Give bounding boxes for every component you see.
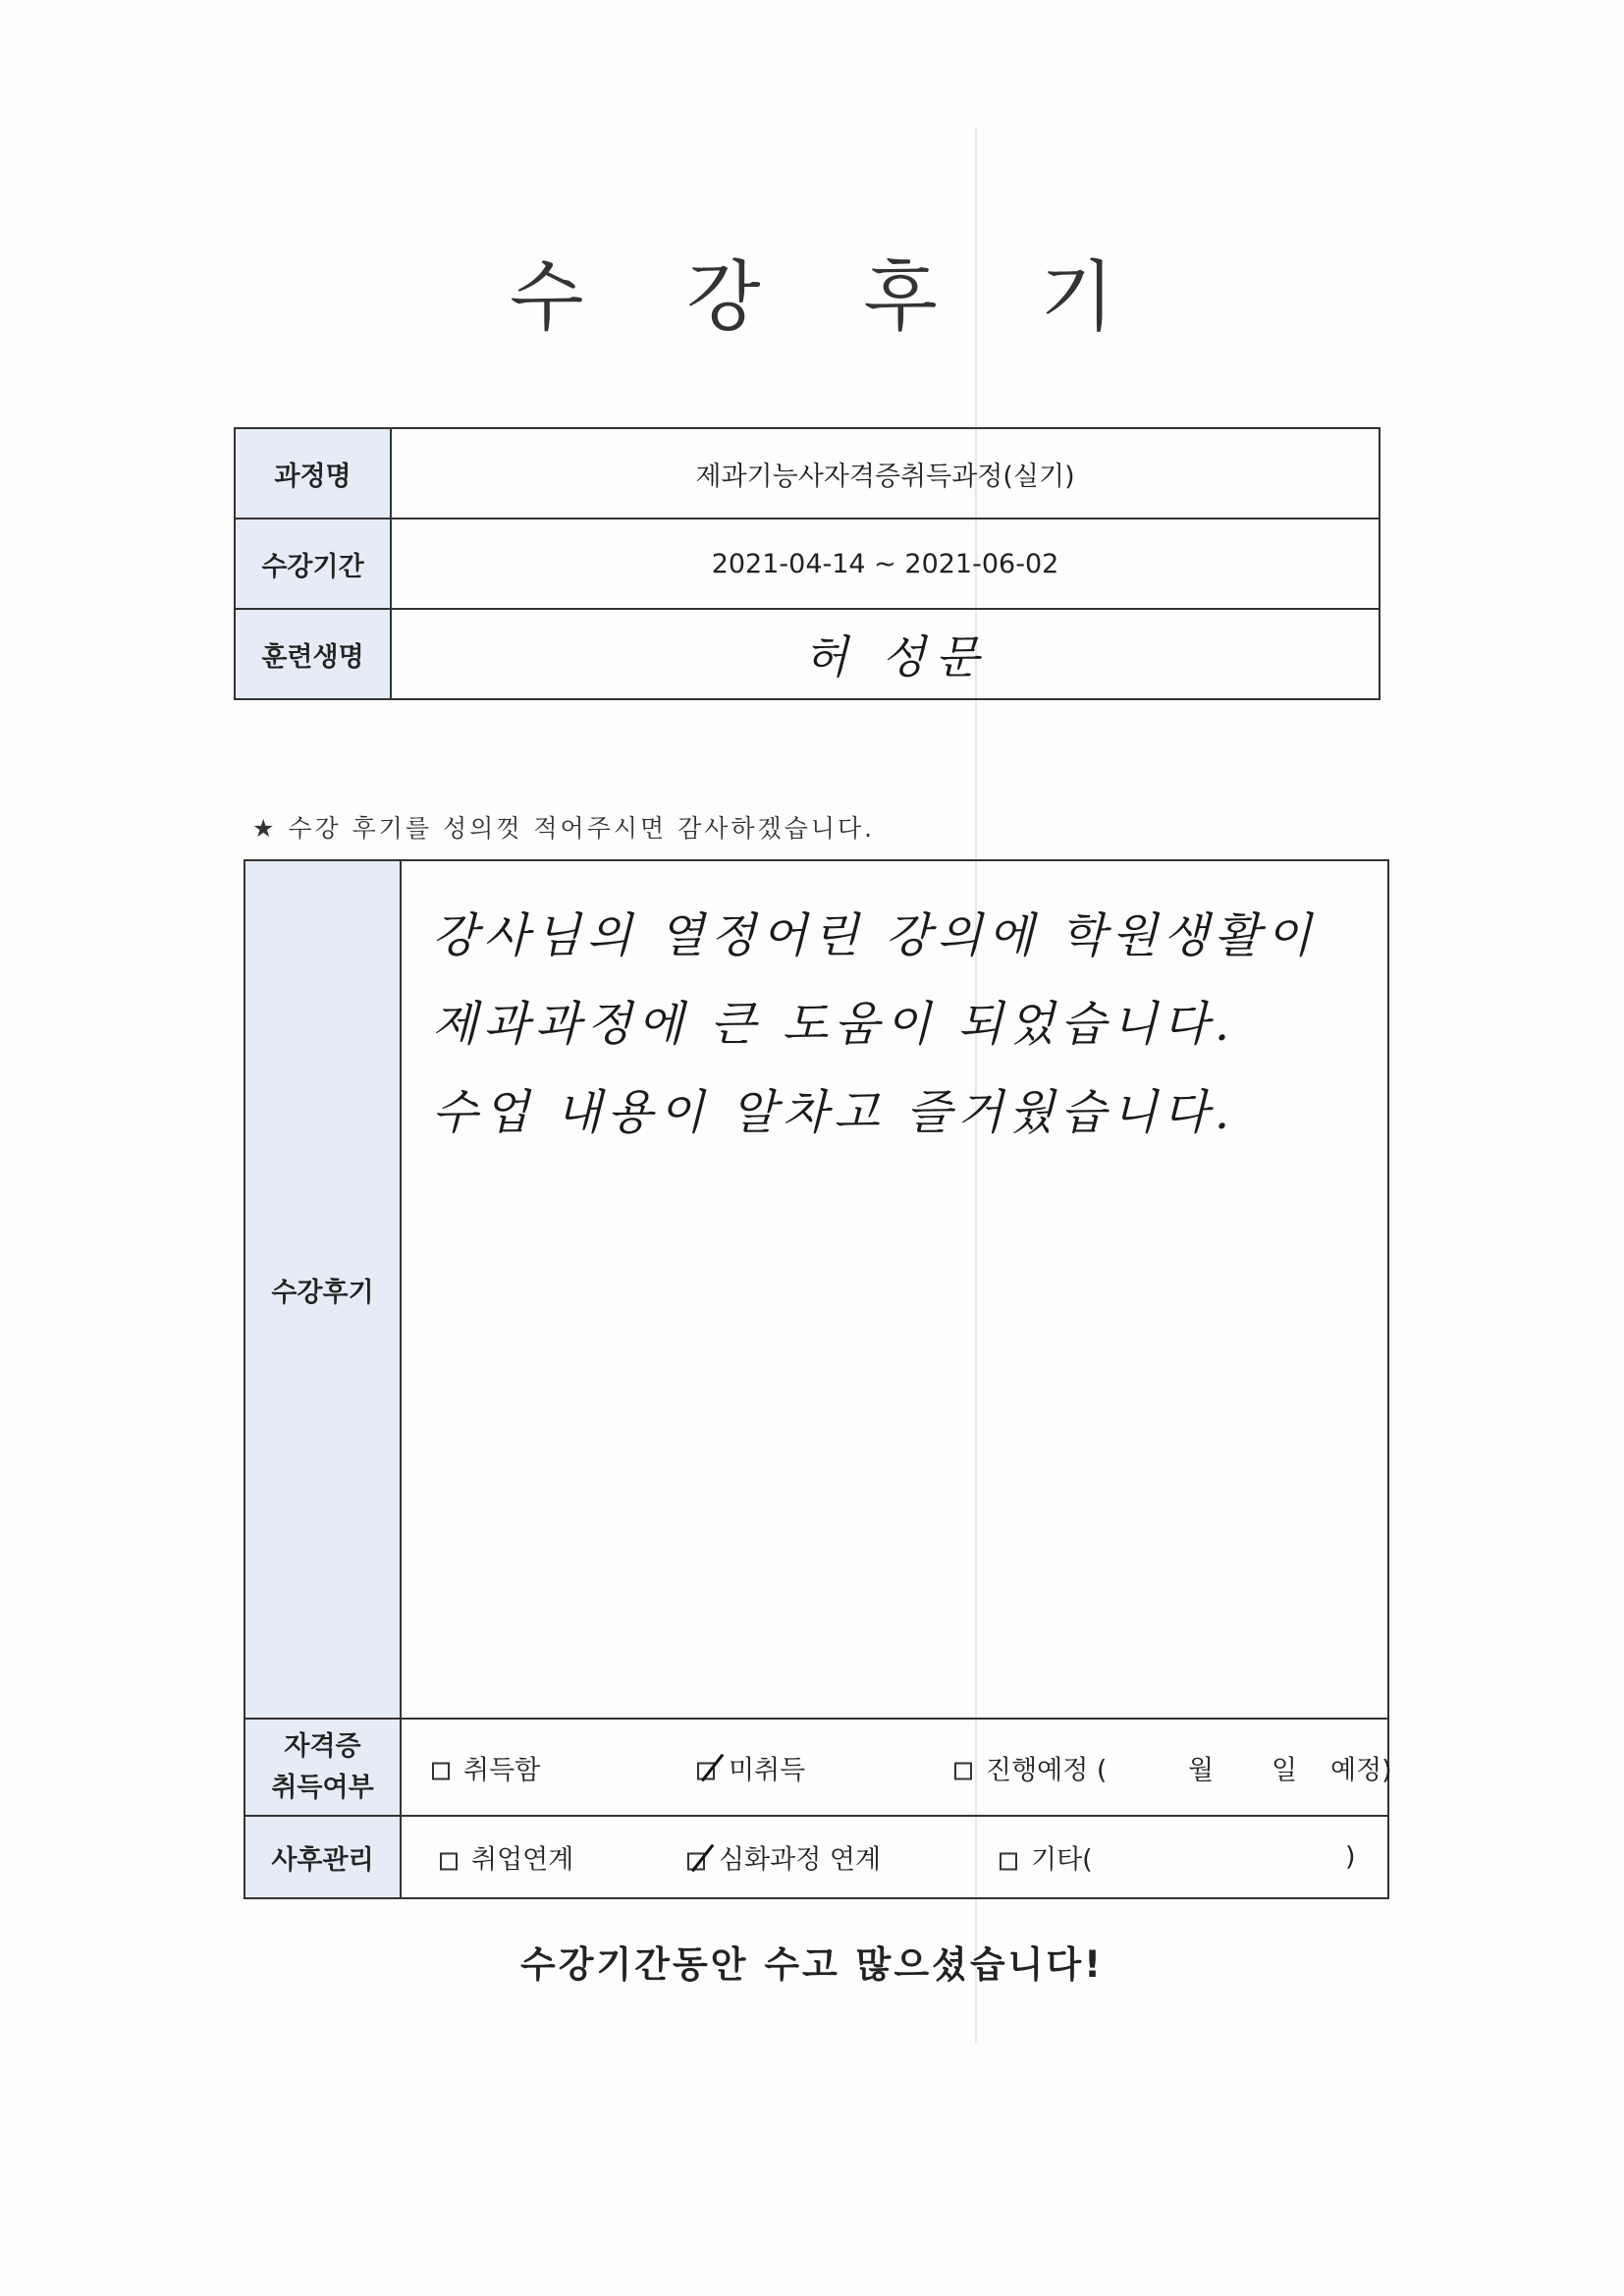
trainee-name-handwritten: 허 성문 xyxy=(391,609,1380,699)
option-acquired[interactable] xyxy=(432,1748,540,1786)
option-not-acquired[interactable] xyxy=(697,1748,805,1786)
option-advanced-course-label: 심화과정 연계 xyxy=(719,1844,882,1876)
course-value: 제과기능사자격증취득과정(실기) xyxy=(391,428,1380,519)
course-info-table xyxy=(234,427,1380,700)
aftercare-options xyxy=(401,1816,1388,1898)
checkbox-not-acquired[interactable] xyxy=(697,1763,715,1780)
certification-options xyxy=(401,1719,1392,1816)
option-other[interactable] xyxy=(1000,1838,1093,1877)
other-close-paren: ) xyxy=(1345,1841,1356,1873)
review-line-2: 제과과정에 큰 도움이 되었습니다. xyxy=(432,997,1236,1052)
month-unit: 월 xyxy=(1188,1755,1215,1785)
checkbox-other[interactable] xyxy=(1000,1852,1017,1870)
period-value: 2021-04-14 ~ 2021-06-02 xyxy=(391,519,1380,609)
certification-row xyxy=(244,1719,1388,1816)
trainee-label: 훈련생명 xyxy=(235,609,391,699)
planned-suffix: 예정) xyxy=(1330,1755,1392,1785)
option-job-link[interactable] xyxy=(440,1838,573,1877)
period-label: 수강기간 xyxy=(235,519,391,609)
course-row xyxy=(235,428,1380,519)
option-in-progress[interactable] xyxy=(954,1748,1107,1786)
checkbox-acquired[interactable] xyxy=(432,1763,450,1780)
option-other-label: 기타( xyxy=(1031,1844,1093,1876)
checkbox-in-progress[interactable] xyxy=(954,1763,972,1780)
document-title: 수 강 후 기 xyxy=(510,253,1154,342)
review-table xyxy=(244,859,1392,1899)
checkbox-job-link[interactable] xyxy=(440,1852,458,1870)
option-acquired-label: 취득함 xyxy=(463,1755,541,1785)
option-job-link-label: 취업연계 xyxy=(471,1844,574,1876)
review-line-1: 강사님의 열정어린 강의에 학원생활이 xyxy=(432,908,1318,963)
option-not-acquired-label: 미취득 xyxy=(729,1755,806,1785)
closing-message: 수강기간동안 수고 많으셨습니다! xyxy=(519,1943,1105,1986)
course-label: 과정명 xyxy=(235,428,391,519)
option-in-progress-label: 진행예정 ( xyxy=(986,1755,1108,1785)
option-advanced-course[interactable] xyxy=(687,1838,881,1877)
review-row xyxy=(244,860,1388,1719)
review-line-3: 수업 내용이 알차고 즐거웠습니다. xyxy=(432,1085,1236,1140)
review-label: 수강후기 xyxy=(244,860,401,1719)
instruction-note: ★ 수강 후기를 성의껏 적어주시면 감사하겠습니다. xyxy=(252,814,876,843)
aftercare-label: 사후관리 xyxy=(244,1816,401,1898)
checkbox-advanced-course[interactable] xyxy=(687,1852,705,1870)
certification-label xyxy=(244,1719,401,1816)
period-row xyxy=(235,519,1380,609)
aftercare-row xyxy=(244,1816,1388,1898)
trainee-row xyxy=(235,609,1380,699)
day-unit: 일 xyxy=(1272,1755,1298,1785)
certification-label-line2: 취득여부 xyxy=(271,1772,374,1803)
review-content xyxy=(401,860,1388,1719)
certification-label-line1: 자격증 xyxy=(284,1730,361,1762)
